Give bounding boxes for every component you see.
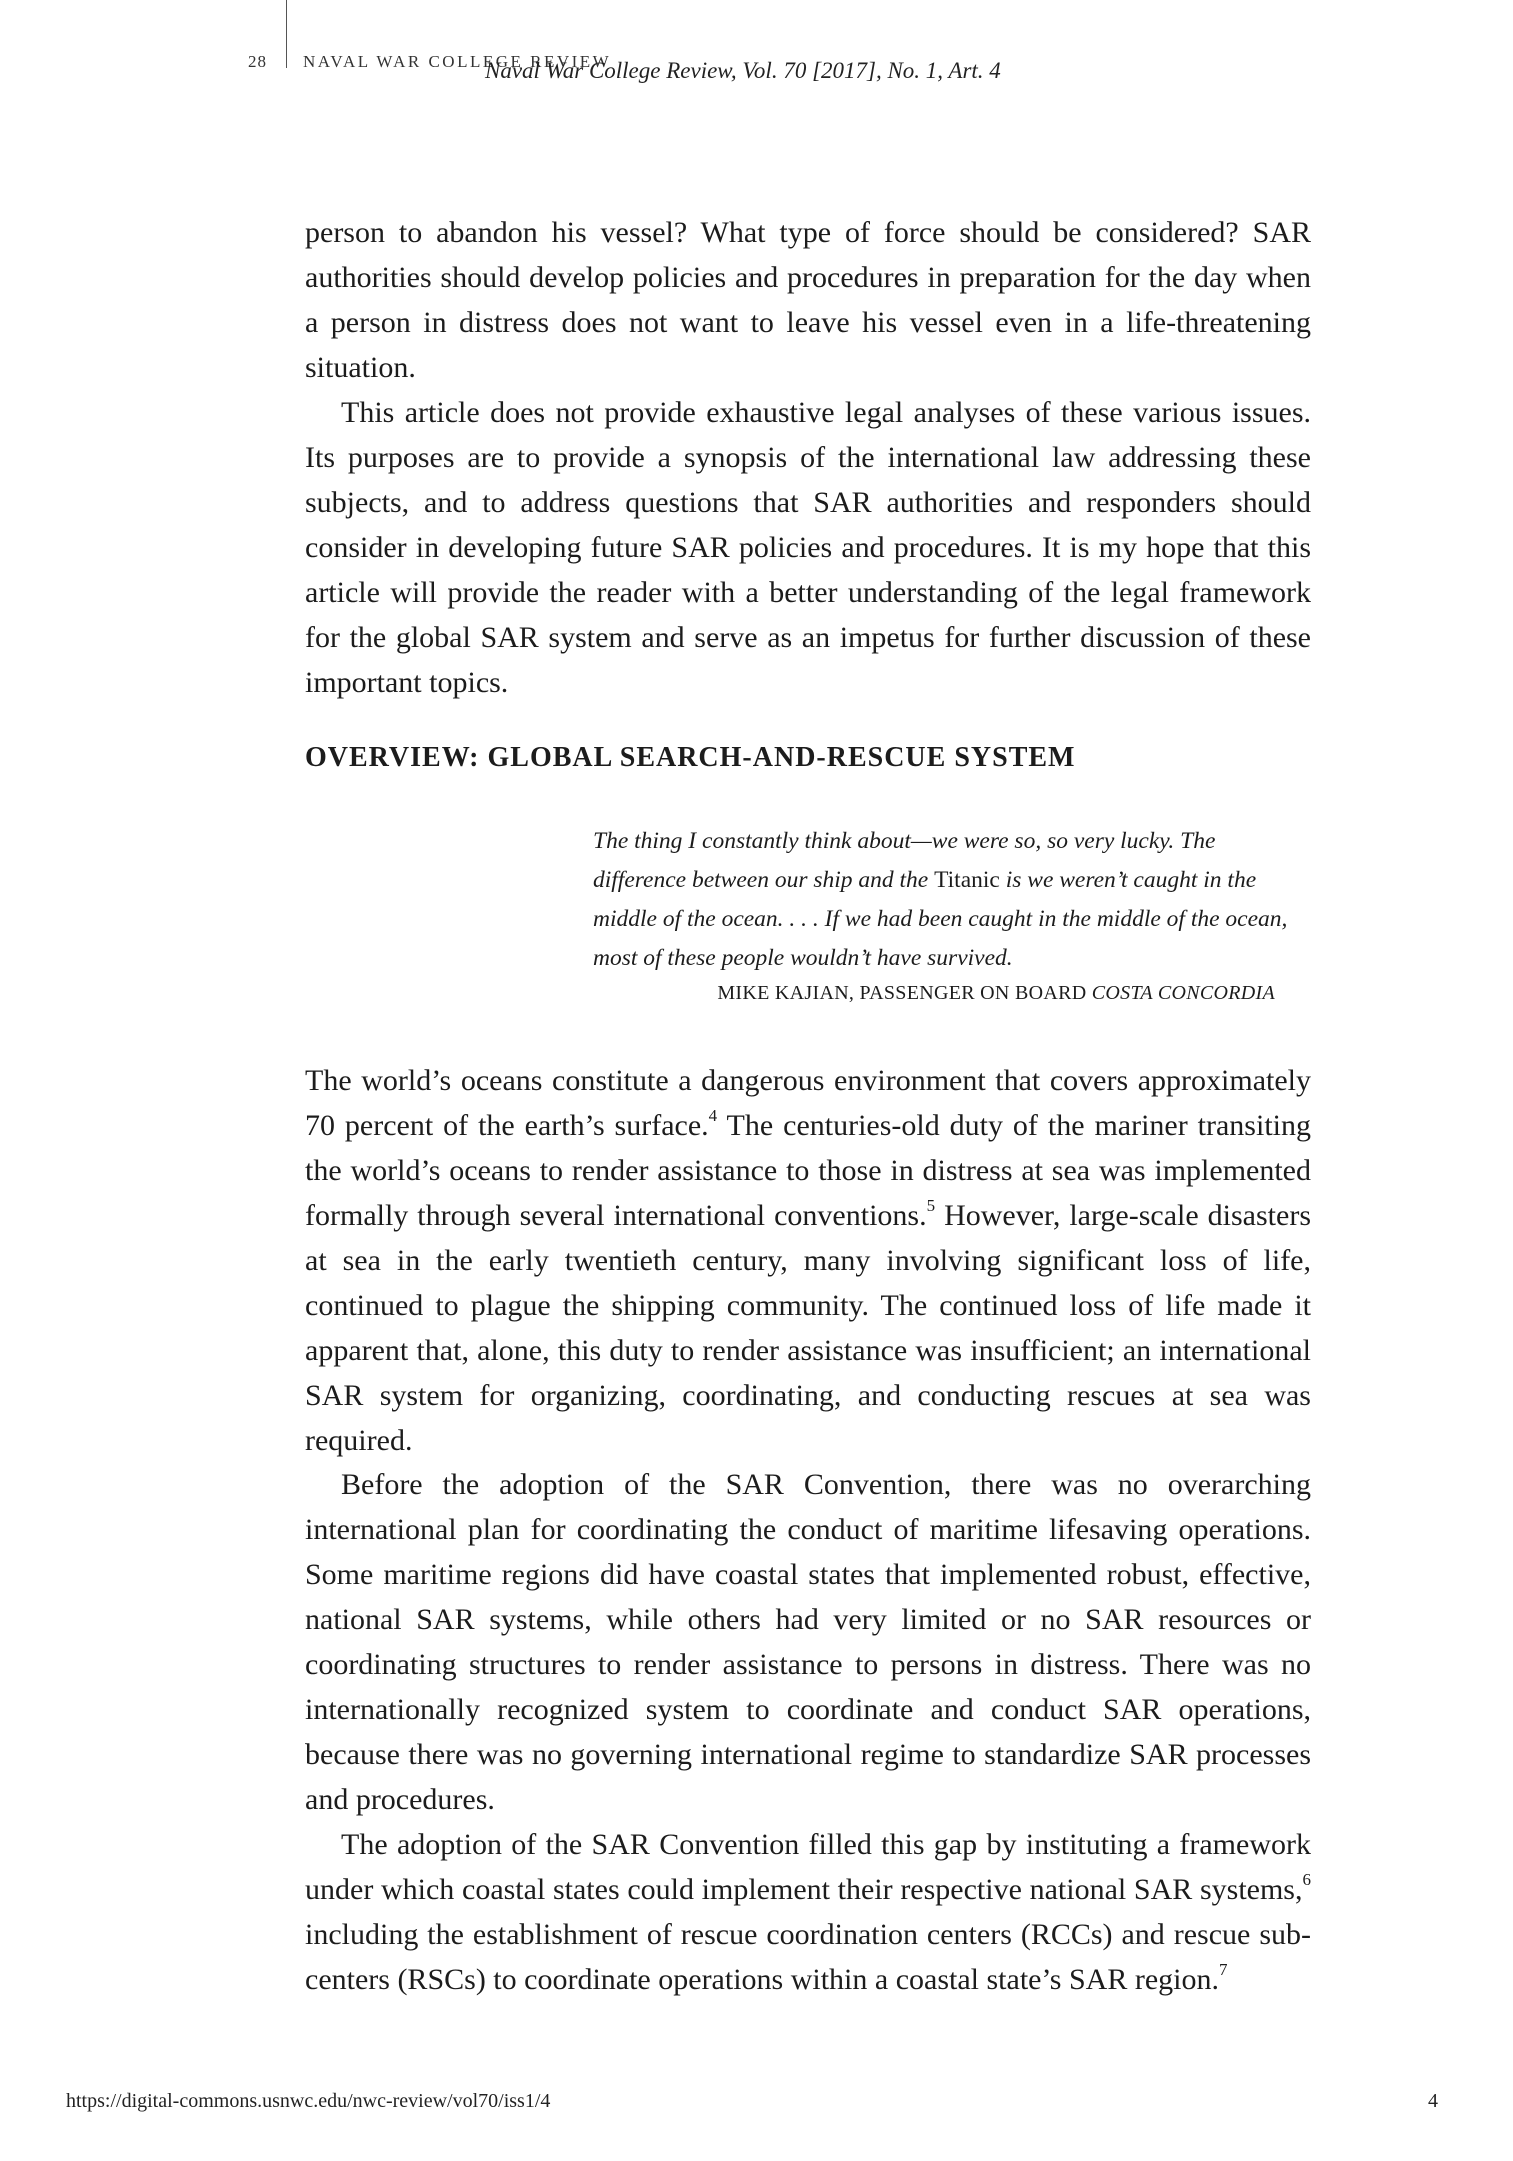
running-head-journal: NAVAL WAR COLLEGE REVIEW [303,52,612,71]
footnote-ref-7[interactable]: 7 [1218,1960,1228,1979]
epigraph-quote [593,822,1293,978]
paragraph-adoption-part-2: including the establishment of rescue coordination centers (RCCs) and rescue sub-centers (RSCs) to coordinate operations within a coastal state’s SAR region. [305,1918,1311,1996]
footer-url-link[interactable]: https://digital-commons.usnwc.edu/nwc-review/vol70/iss1/4 [66,2090,551,2112]
footnote-ref-4[interactable]: 4 [708,1106,718,1125]
section-heading: OVERVIEW: GLOBAL SEARCH-AND-RESCUE SYSTEM [305,742,1076,773]
footnote-ref-6[interactable]: 6 [1302,1870,1311,1889]
paragraph-oceans-part-3: However, large-scale disasters at sea in the early twentieth century, many involving significant loss of life, continued to plague the shipping community. The continued loss of life made it apparent that, alone, this duty to render assistance was insufficient; an international SAR system for organizing, coordinating, and conducting rescues at sea was required. [305,1199,1311,1457]
footer-page-number: 4 [1428,2090,1438,2112]
running-head-page-number: 28 [248,52,267,71]
paragraph-adoption-part-1: The adoption of the SAR Convention filled this gap by instituting a framework under which coastal states could implement their respective national SAR systems, [305,1828,1311,1906]
paragraph-article-purpose: This article does not provide exhaustive legal analyses of these various issues. Its purposes are to provide a synopsis of the international law addressing these subjects, and to address questions that SAR authorities and responders should consider in developing future SAR policies and procedures. It is my hope that this article will provide the reader with a better understanding of the legal framework for the global SAR system and serve as an impetus for further discussion of these important topics. [305,396,1311,699]
epigraph-ship-name: Titanic [934,867,1000,893]
paragraph-before-sar-convention: Before the adoption of the SAR Convention, there was no overarching international plan for coordinating the conduct of maritime lifesaving operations. Some maritime regions did have coastal states that implemented robust, effective, national SAR systems, while others had very limited or no SAR resources or coordinating structures to render assistance to persons in distress. There was no internationally recognized system to coordinate and conduct SAR operations, because there was no governing international regime to standardize SAR processes and procedures. [305,1468,1311,1816]
paragraph-intro-continuation: person to abandon his vessel? What type of force should be considered? SAR authorities should develop policies and procedures in preparation for the day when a person in distress does not want to leave his vessel even in a life-threatening situation. [305,216,1311,384]
paragraph-oceans-part-1: The world’s oceans constitute a dangerous environment that covers approximately 70 percent of the earth’s surface. [305,1064,1311,1142]
citation-header: Naval War College Review, Vol. 70 [2017], No. 1, Art. 4 [485,58,1001,83]
epigraph-quote-part-1: The thing I constantly think about—we were so, so very lucky. The difference between our ship and the [593,828,1216,893]
epigraph [593,822,1293,1005]
paragraph-sar-convention-adoption [305,1822,1311,2002]
running-head-divider [286,0,287,68]
footnote-ref-5[interactable]: 5 [926,1196,936,1215]
epigraph-attribution-ship: COSTA CONCORDIA [1091,982,1275,1004]
epigraph-attribution [593,982,1293,1005]
paragraph-oceans-part-2: The centuries-old duty of the mariner transiting the world’s oceans to render assistance to those in distress at sea was implemented formally through several international conventions. [305,1109,1311,1232]
paragraph-oceans [305,1058,1311,1463]
epigraph-quote-part-2: is we weren’t caught in the middle of the ocean. . . . If we had been caught in the middle of the ocean, most of these people wouldn’t have survived. [593,867,1288,971]
epigraph-attribution-name: MIKE KAJIAN, PASSENGER ON BOARD [717,982,1092,1004]
